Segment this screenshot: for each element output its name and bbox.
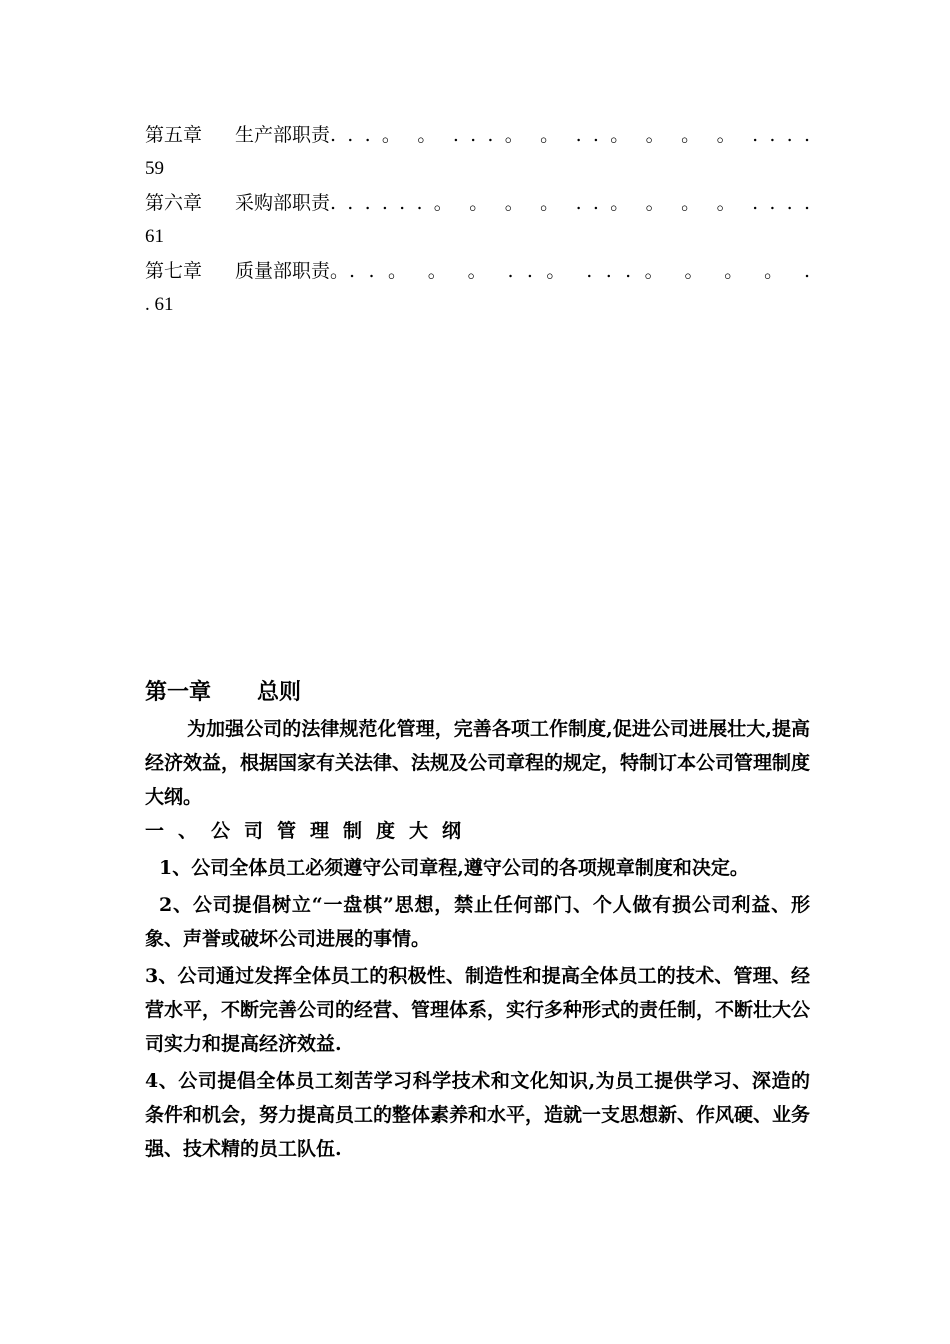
toc-chapter-number: 第五章 <box>145 124 203 146</box>
chapter-heading <box>145 672 810 712</box>
toc-leader-dots: . . . 。 。 . . . 。 。 . . 。 。 。 。 . . . . <box>330 124 810 146</box>
table-of-contents <box>145 118 810 322</box>
toc-leader-dots: . . 。 。 。 . . 。 . . . 。 。 。 。 . <box>349 260 810 282</box>
toc-chapter-title: 生产部职责 <box>235 124 331 146</box>
outline-item: 4、公司提倡全体员工刻苦学习科学技术和文化知识,为员工提供学习、深造的条件和机会，努力提高员工的整体素养和水平，造就一支思想新、作风硬、业务强、技术精的员工队伍. <box>145 1070 811 1160</box>
outline-item: 2、公司提倡树立“一盘棋”思想，禁止任何部门、个人做有损公司利益、形象、声誉或破坏公司进展的事情。 <box>145 894 810 950</box>
outline-heading: 一、公司管理制度大纲 <box>145 820 476 842</box>
intro-paragraph: 为加强公司的法律规范化管理，完善各项工作制度,促进公司进展壮大,提高经济效益，根据国家有关法律、法规及公司章程的规定，特制订本公司管理制度大纲。 <box>145 718 811 808</box>
toc-chapter-title: 质量部职责。 <box>235 260 350 282</box>
toc-entry-chapter-5 <box>145 118 810 186</box>
toc-page-number: 59 <box>145 158 164 179</box>
toc-entry-chapter-7 <box>145 254 810 322</box>
toc-chapter-number: 第七章 <box>145 260 203 282</box>
toc-chapter-title: 采购部职责 <box>235 192 331 214</box>
outline-item: 3、公司通过发挥全体员工的积极性、制造性和提高全体员工的技术、管理、经营水平，不断完善公司的经营、管理体系，实行多种形式的责任制，不断壮大公司实力和提高经济效益. <box>145 965 811 1055</box>
chapter-section <box>145 672 810 1166</box>
chapter-number: 第一章 <box>145 679 212 705</box>
chapter-title: 总则 <box>257 679 302 705</box>
outline-item: 1、公司全体员工必须遵守公司章程,遵守公司的各项规章制度和决定。 <box>159 857 749 879</box>
toc-chapter-number: 第六章 <box>145 192 203 214</box>
toc-leader-dots: . . . . . . 。 。 。 。 . . 。 。 。 。 . . . . <box>330 192 810 214</box>
toc-page-number: . 61 <box>145 294 174 315</box>
toc-entry-chapter-6 <box>145 186 810 254</box>
toc-page-number: 61 <box>145 226 164 247</box>
